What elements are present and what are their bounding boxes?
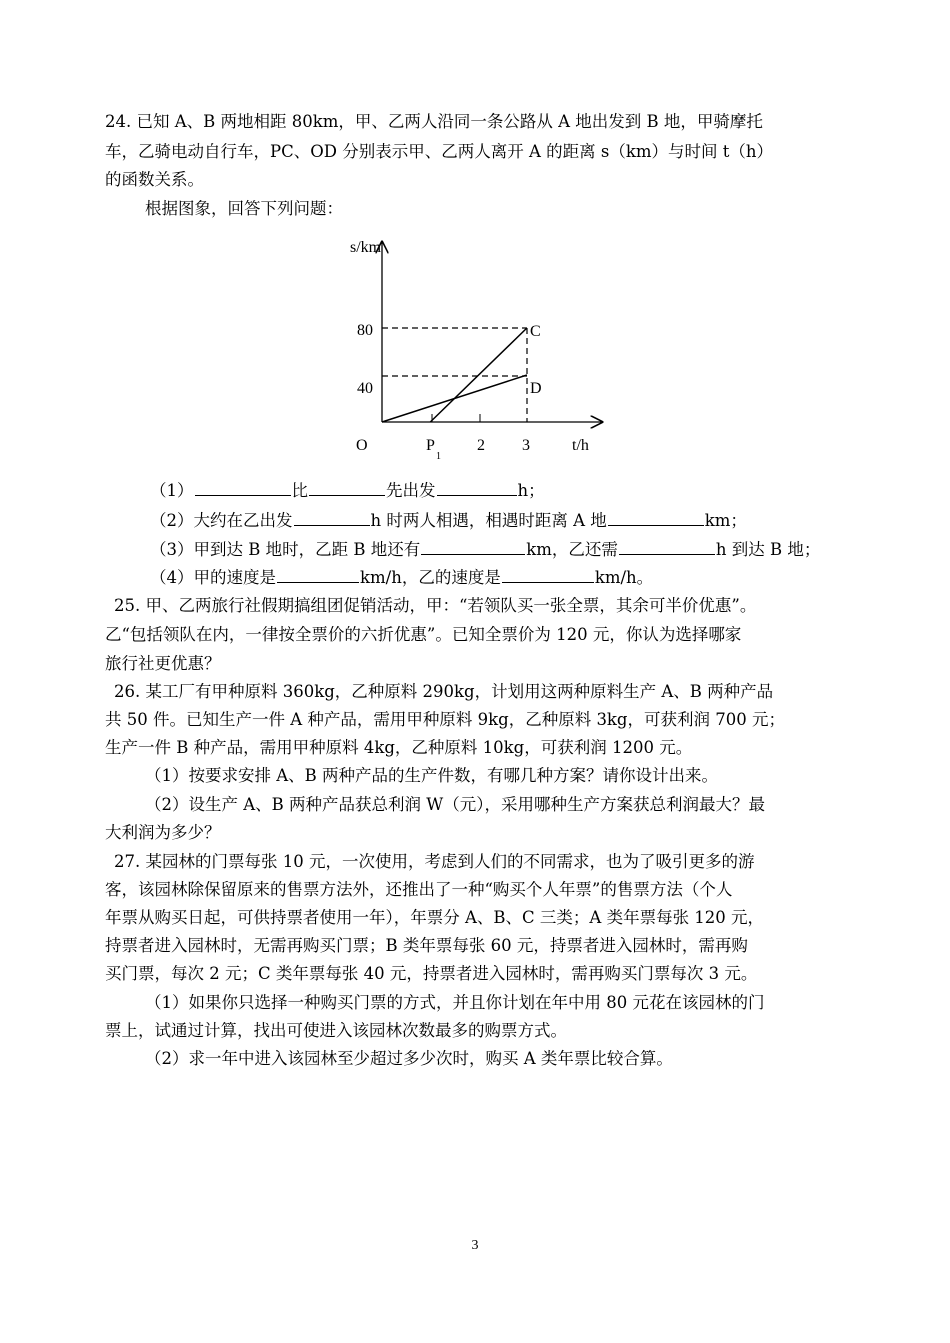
q26-line-1: 26. 某工厂有甲种原料 360kg，乙种原料 290kg，计划用这两种原料生产 A、B 两种产品 [114, 682, 774, 701]
q24-line-1: 24. 已知 A、B 两地相距 80km，甲、乙两人沿同一条公路从 A 地出发到 B 地，甲骑摩托 [105, 112, 763, 131]
blank[interactable] [619, 538, 715, 555]
q26-line-3: 生产一件 B 种产品，需用甲种原料 4kg，乙种原料 10kg，可获利润 1200 元。 [105, 738, 693, 757]
q26-sub-2a: （2）设生产 A、B 两种产品获总利润 W（元），采用哪种生产方案获总利润最大？最 [145, 795, 765, 814]
y-tick-40: 40 [357, 380, 373, 397]
q1-text-c: 先出发 [386, 481, 436, 500]
q24-sub-1 [150, 479, 545, 503]
p-subscript: 1 [436, 451, 441, 462]
blank[interactable] [277, 566, 359, 583]
q24-line-3: 的函数关系。 [105, 170, 204, 189]
q24-function-graph [340, 232, 620, 467]
blank[interactable] [294, 509, 370, 526]
x-axis-label: t/h [572, 437, 589, 454]
q27-line-3: 年票从购买日起，可供持票者使用一年），年票分 A、B、C 三类；A 类年票每张 120 元， [105, 908, 765, 927]
blank[interactable] [421, 538, 525, 555]
q4-text-c: km/h。 [594, 568, 654, 587]
origin-label: O [356, 437, 368, 454]
line-od [382, 375, 527, 422]
blank[interactable] [502, 566, 594, 583]
q27-line-4: 持票者进入园林时，无需再购买门票；B 类年票每张 60 元，持票者进入园林时，需再购 [105, 936, 748, 955]
q24-sub-3 [150, 538, 820, 562]
q4-text-a: （4）甲的速度是 [150, 568, 276, 587]
q24-sub-2 [150, 509, 747, 533]
p-label: P [426, 437, 435, 454]
q27-line-2: 客，该园林除保留原来的售票方法外，还推出了一种“购买个人年票”的售票方法（个人 [105, 880, 733, 899]
q2-text-c: km； [704, 511, 747, 530]
blank[interactable] [437, 479, 517, 496]
blank[interactable] [608, 509, 704, 526]
q3-text-b: km，乙还需 [526, 540, 618, 559]
y-axis-label: s/km [350, 239, 382, 256]
q25-line-3: 旅行社更优惠？ [105, 654, 221, 673]
q1-text-d: h； [517, 481, 545, 500]
q27-line-5: 买门票，每次 2 元；C 类年票每张 40 元，持票者进入园林时，需再购买门票每次 3 元。 [105, 964, 758, 983]
q25-line-2: 乙“包括领队在内，一律按全票价的六折优惠”。已知全票价为 120 元，你认为选择哪家 [105, 625, 742, 644]
point-d-label: D [530, 380, 542, 397]
q1-text-a: （1） [150, 481, 194, 500]
q1-text-b: 比 [291, 481, 308, 500]
q4-text-b: km/h，乙的速度是 [360, 568, 501, 587]
q26-line-2: 共 50 件。已知生产一件 A 种产品，需用甲种原料 9kg，乙种原料 3kg，可获利润 700 元； [105, 710, 785, 729]
blank[interactable] [195, 479, 291, 496]
q2-text-a: （2）大约在乙出发 [150, 511, 293, 530]
x-tick-3-label: 3 [522, 437, 530, 454]
q27-sub-1b: 票上，试通过计算，找出可使进入该园林次数最多的购票方式。 [105, 1021, 567, 1040]
q27-sub-1a: （1）如果你只选择一种购买门票的方式，并且你计划在年中用 80 元花在该园林的门 [145, 993, 765, 1012]
q2-text-b: h 时两人相遇，相遇时距离 A 地 [370, 511, 607, 530]
q27-sub-2: （2）求一年中进入该园林至少超过多少次时，购买 A 类年票比较合算。 [145, 1049, 673, 1068]
q3-text-a: （3）甲到达 B 地时，乙距 B 地还有 [150, 540, 421, 559]
q24-line-2: 车，乙骑电动自行车，PC、OD 分别表示甲、乙两人离开 A 的距离 s（km）与时间 t（h） [105, 142, 773, 161]
point-c-label: C [530, 323, 541, 340]
page-number: 3 [471, 1238, 479, 1253]
q24-prompt: 根据图象，回答下列问题： [145, 199, 343, 218]
q3-text-c: h 到达 B 地； [715, 540, 821, 559]
q24-sub-4 [150, 566, 653, 590]
x-tick-2-label: 2 [477, 437, 485, 454]
line-pc [430, 328, 527, 422]
y-tick-80: 80 [357, 322, 373, 339]
q25-line-1: 25. 甲、乙两旅行社假期搞组团促销活动，甲：“若领队买一张全票，其余可半价优惠”。 [114, 596, 757, 615]
q27-line-1: 27. 某园林的门票每张 10 元，一次使用，考虑到人们的不同需求，也为了吸引更多的游 [114, 852, 755, 871]
blank[interactable] [309, 479, 385, 496]
q26-sub-1: （1）按要求安排 A、B 两种产品的生产件数，有哪几种方案？请你设计出来。 [145, 766, 719, 785]
q26-sub-2b: 大利润为多少？ [105, 823, 221, 842]
